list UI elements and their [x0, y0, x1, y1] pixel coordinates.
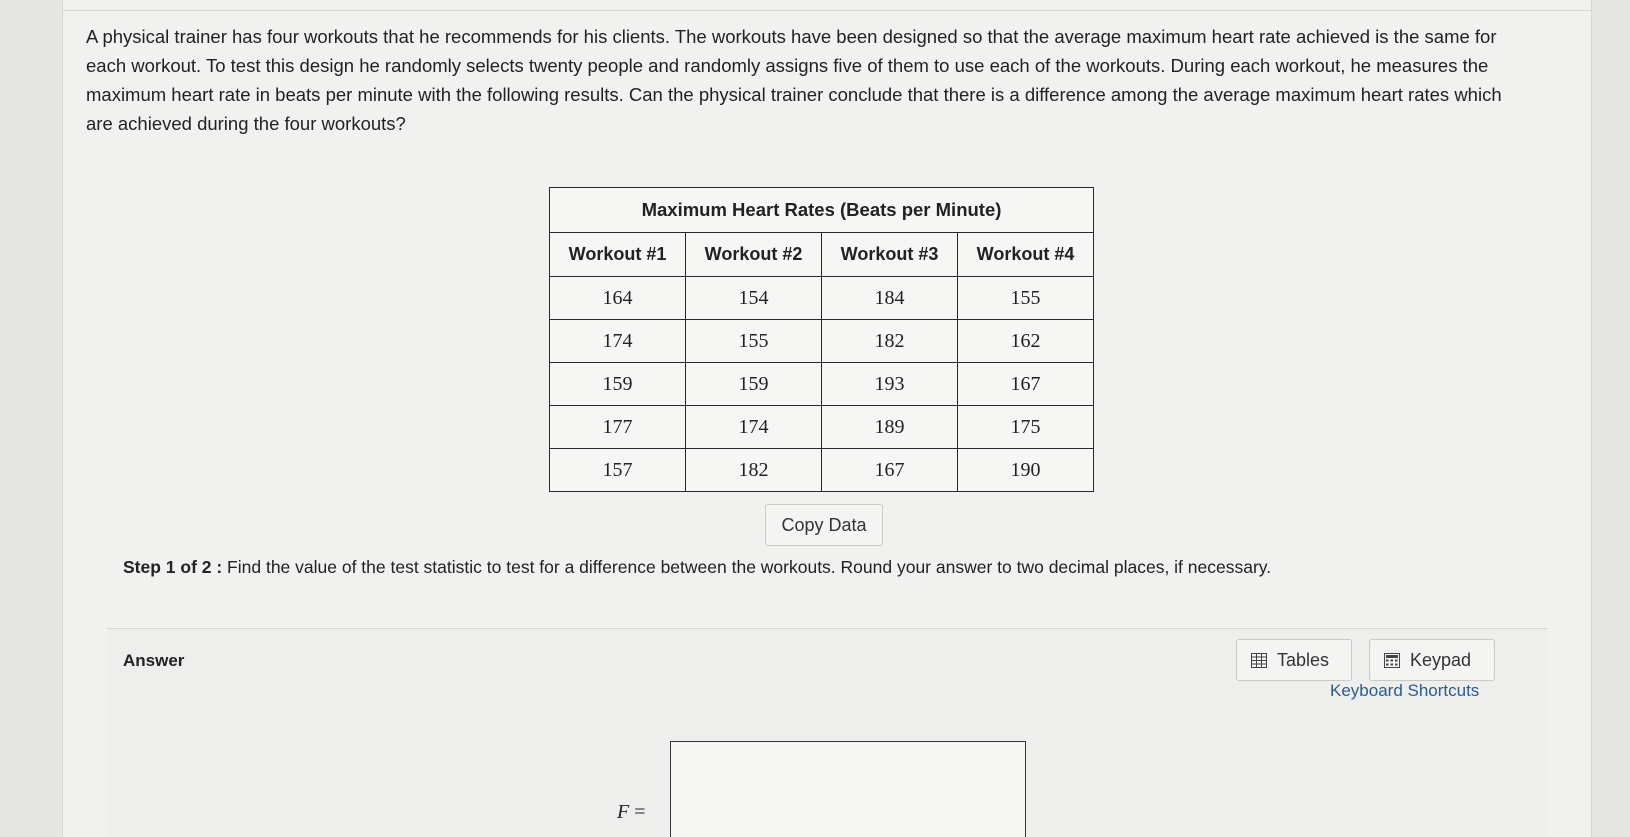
table-cell: 190 [958, 449, 1094, 492]
keyboard-shortcuts-link[interactable]: Keyboard Shortcuts [1330, 681, 1480, 700]
f-statistic-label [617, 801, 646, 824]
table-cell: 155 [686, 320, 822, 363]
col-header-workout-3: Workout #3 [822, 233, 958, 277]
table-caption: Maximum Heart Rates (Beats per Minute) [550, 188, 1094, 233]
f-statistic-input[interactable] [670, 741, 1026, 837]
col-header-workout-2: Workout #2 [686, 233, 822, 277]
top-divider [63, 0, 1591, 11]
table-cell: 157 [550, 449, 686, 492]
answer-panel [107, 628, 1547, 837]
table-cell: 164 [550, 277, 686, 320]
table-cell: 167 [958, 363, 1094, 406]
data-table-container [549, 187, 1094, 492]
table-cell: 175 [958, 406, 1094, 449]
table-cell: 155 [958, 277, 1094, 320]
table-cell: 182 [686, 449, 822, 492]
col-header-workout-1: Workout #1 [550, 233, 686, 277]
table-row [550, 449, 1094, 492]
table-cell: 162 [958, 320, 1094, 363]
question-card [62, 0, 1592, 837]
table-cell: 159 [686, 363, 822, 406]
answer-label: Answer [123, 651, 185, 670]
copy-data-button[interactable]: Copy Data [765, 504, 883, 546]
table-row [550, 363, 1094, 406]
heart-rate-table [549, 187, 1094, 492]
table-cell: 177 [550, 406, 686, 449]
table-row [550, 406, 1094, 449]
step-text: Find the value of the test statistic to test for a difference between the workouts. Round your answer to two decimal places, if necessary. [222, 557, 1272, 577]
tables-button[interactable] [1236, 639, 1352, 681]
equals-sign: = [634, 801, 646, 823]
step-label: Step 1 of 2 : [123, 557, 223, 577]
table-cell: 154 [686, 277, 822, 320]
table-grid-icon [1251, 653, 1267, 668]
table-cell: 159 [550, 363, 686, 406]
table-cell: 167 [822, 449, 958, 492]
keypad-button[interactable] [1369, 639, 1495, 681]
table-row [550, 277, 1094, 320]
table-cell: 182 [822, 320, 958, 363]
table-cell: 174 [686, 406, 822, 449]
keypad-button-label: Keypad [1410, 650, 1472, 670]
f-symbol: F [617, 801, 630, 823]
table-cell: 189 [822, 406, 958, 449]
table-cell: 193 [822, 363, 958, 406]
question-text: A physical trainer has four workouts that he recommends for his clients. The workouts have been designed so that the average maximum heart rate achieved is the same for each workout. To test this design he randomly selects twenty people and randomly assigns five of them to use each of the workouts. During each workout, he measures the maximum heart rate in beats per minute with the following results. Can the physical trainer conclude that there is a difference among the average maximum heart rates which are achieved during the four workouts? [86, 26, 1502, 134]
keypad-icon [1384, 653, 1400, 668]
table-cell: 174 [550, 320, 686, 363]
tables-button-label: Tables [1277, 650, 1330, 670]
table-row [550, 320, 1094, 363]
table-cell: 184 [822, 277, 958, 320]
step-instruction [123, 557, 1271, 578]
col-header-workout-4: Workout #4 [958, 233, 1094, 277]
